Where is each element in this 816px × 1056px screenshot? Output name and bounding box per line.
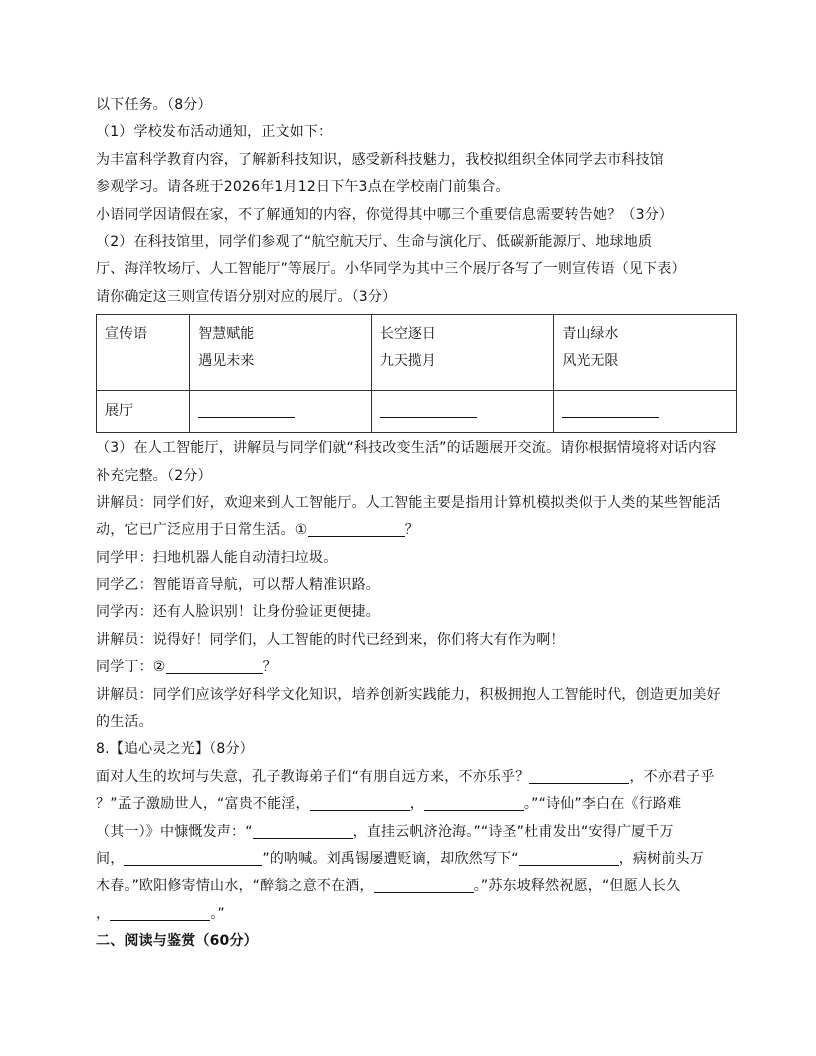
text-line: 请你确定这三则宣传语分别对应的展厅。（3分） (96, 288, 397, 305)
text-segment: 木春。”欧阳修寄情山水，“醉翁之意不在酒， (96, 878, 374, 895)
text-line: 补充完整。（2分） (96, 467, 212, 484)
text-segment: 面对人生的坎坷与失意，孔子教诲弟子们“有朋自远方来，不亦乐乎？ (96, 768, 530, 785)
slogan-line: 风光无限 (562, 353, 619, 370)
text-segment: 动，它已广泛应用于日常生活。① (96, 522, 308, 539)
text-segment: 。”苏东坡释然祝愿，“但愿人长久 (473, 878, 681, 895)
section-heading: 二、阅读与鉴赏（60分） (96, 933, 258, 950)
text-line: 为丰富科学教育内容，了解新科技知识，感受新科技魅力，我校拟组织全体同学去市科技馆 (96, 151, 664, 168)
slogan-line: 九天揽月 (379, 353, 436, 370)
text-line (96, 819, 736, 846)
text-line: （1）学校发布活动通知，正文如下： (96, 124, 333, 141)
text-segment: 间， (96, 850, 125, 867)
answer-blank[interactable] (110, 904, 210, 921)
slogan-cell (371, 315, 554, 391)
answer-blank[interactable] (562, 401, 659, 418)
text-segment: 同学丁：② (96, 659, 166, 676)
answer-blank[interactable] (424, 794, 524, 811)
text-segment: ？ (404, 522, 419, 539)
answer-blank[interactable] (310, 794, 410, 811)
text-line: 讲解员：同学们好，欢迎来到人工智能厅。人工智能主要是指用计算机模拟类似于人类的某些智能活 (96, 494, 721, 511)
text-line: 以下任务。（8分） (96, 97, 212, 113)
text-segment: ，病树前头万 (618, 850, 704, 867)
text-line (96, 791, 736, 818)
text-line: 的生活。 (96, 714, 153, 731)
answer-blank[interactable] (124, 849, 262, 866)
text-segment: ？ (262, 659, 277, 676)
text-segment: ，不亦君子乎 (629, 768, 715, 785)
text-segment: （其一）》中慷慨发声：“ (96, 823, 253, 840)
slogan-line: 遇见未来 (198, 353, 255, 370)
slogan-cell (554, 315, 737, 391)
slogan-line: 智慧赋能 (198, 326, 255, 343)
text-line: 讲解员：同学们应该学好科学文化知识，培养创新实践能力，积极拥抱人工智能时代，创造更加美好 (96, 686, 721, 703)
text-segment: 。” (210, 905, 225, 922)
text-line: 同学乙：智能语音导航，可以帮人精准识路。 (96, 577, 380, 594)
slogan-line: 青山绿水 (562, 326, 619, 343)
text-line (96, 901, 736, 928)
answer-blank[interactable] (519, 849, 619, 866)
answer-blank[interactable] (374, 876, 474, 893)
hall-answer-cell[interactable] (190, 391, 372, 433)
text-segment: ，直挂云帆济沧海。”“诗圣”杜甫发出“安得广厦千万 (352, 823, 674, 840)
text-line: （2）在科技馆里，同学们参观了“航空航天厅、生命与演化厅、低碳新能源厅、地球地质 (96, 233, 653, 250)
text-segment: 。”“诗仙”李白在《行路难 (523, 796, 682, 813)
answer-blank[interactable] (198, 401, 295, 418)
slogan-table (96, 314, 737, 433)
hall-answer-cell[interactable] (554, 391, 737, 433)
text-line (96, 764, 736, 791)
answer-blank[interactable] (308, 520, 405, 537)
text-segment: ？”孟子激励世人，“富贵不能淫， (96, 796, 310, 813)
answer-blank[interactable] (380, 401, 477, 418)
text-segment: ”的呐喊。刘禹锡屡遭贬谪，却欣然写下“ (262, 850, 519, 867)
text-line: 讲解员：说得好！同学们，人工智能的时代已经到来，你们将大有作为啊！ (96, 631, 565, 648)
text-line: 厅、海洋牧场厅、人工智能厅”等展厅。小华同学为其中三个展厅各写了一则宣传语（见下表） (96, 261, 686, 278)
text-line: （3）在人工智能厅，讲解员与同学们就“科技改变生活”的话题展开交流。请你根据情境将对话内容 (96, 440, 717, 457)
text-line: 参观学习。请各班于2026年1月12日下午3点在学校南门前集合。 (96, 179, 510, 196)
text-line: 同学甲：扫地机器人能自动清扫垃圾。 (96, 549, 338, 566)
hall-header-cell (97, 391, 190, 433)
text-line: 小语同学因请假在家，不了解通知的内容，你觉得其中哪三个重要信息需要转告她？（3分） (96, 206, 674, 223)
answer-blank[interactable] (166, 657, 263, 674)
answer-blank[interactable] (253, 822, 353, 839)
slogan-row (97, 315, 737, 391)
text-line (96, 873, 736, 900)
text-segment: ， (409, 796, 424, 813)
slogan-header: 宣传语 (105, 326, 147, 343)
slogan-header-cell (97, 315, 190, 391)
hall-header: 展厅 (105, 403, 133, 420)
document-page (96, 92, 736, 956)
section-title: 8.【追心灵之光】（8分） (96, 741, 254, 758)
answer-blank[interactable] (529, 767, 629, 784)
slogan-line: 长空逐日 (379, 326, 436, 343)
text-segment: ， (96, 905, 111, 922)
text-line (96, 517, 736, 544)
text-line (96, 846, 736, 873)
text-line (96, 654, 736, 681)
hall-answer-cell[interactable] (371, 391, 554, 433)
slogan-cell (190, 315, 372, 391)
text-line: 同学丙：还有人脸识别！让身份验证更便捷。 (96, 604, 380, 621)
hall-row (97, 391, 737, 433)
